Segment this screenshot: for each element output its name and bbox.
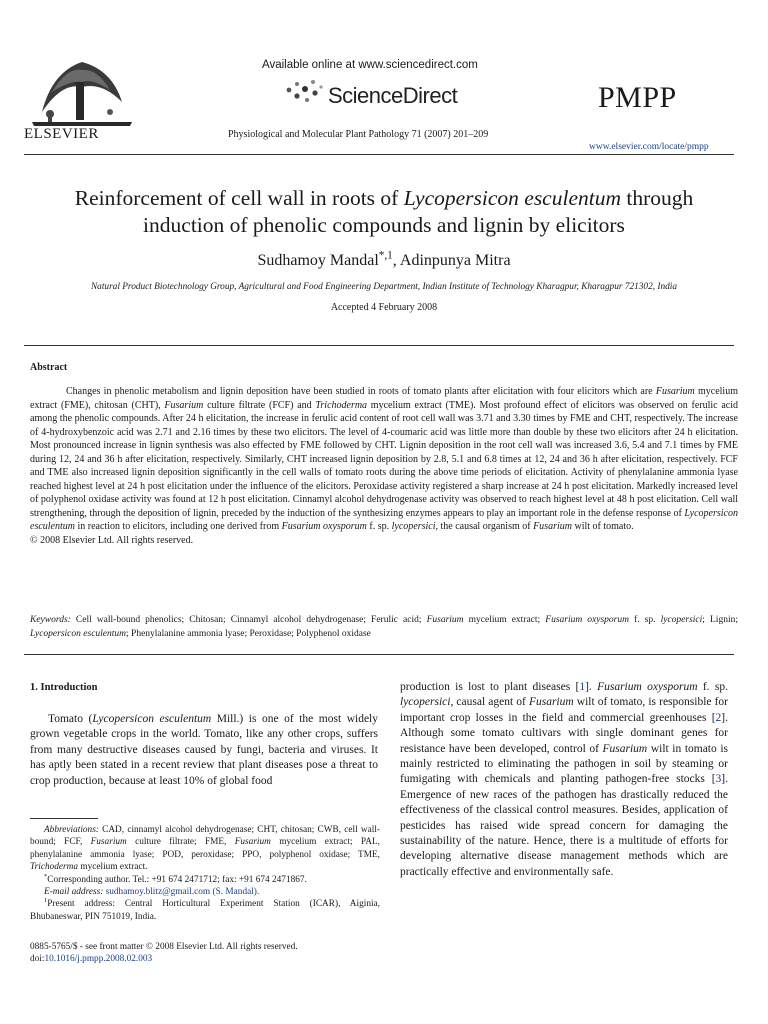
author-email-link[interactable]: sudhamoy.blitz@gmail.com (S. Mandal).	[103, 887, 260, 898]
abstract-copyright: © 2008 Elsevier Ltd. All rights reserved.	[30, 534, 194, 546]
intro-paragraph-left: Tomato (Lycopersicon esculentum Mill.) is one of the most widely grown vegetable crops in the world. Tomato, like any other crops, suffers from many destructive diseases caused by fungi, bacteria and viruses. It has aptly been stated in a recent review that plant diseases pose a threat to crop production, because at least 10% of global food	[30, 713, 378, 787]
author-list: Sudhamoy Mandal$^{*,1}$, Adinpunya Mitra	[257, 249, 511, 269]
author-footnote-marks[interactable]: *,1	[378, 249, 393, 262]
accepted-date: Accepted 4 February 2008	[330, 302, 438, 313]
doi-link[interactable]: 10.1016/j.pmpp.2008.02.003	[44, 954, 153, 965]
article-title: Reinforcement of cell wall in roots of Lycopersicon esculentum through induction of phenolic compounds and lignin by elicitors	[74, 186, 694, 237]
footnote-rule	[30, 818, 98, 819]
sciencedirect-wordmark: ScienceDirect	[328, 83, 458, 108]
abstract-top-rule	[24, 345, 734, 346]
author-name: Sudhamoy Mandal	[257, 252, 379, 269]
footnotes: Abbreviations: CAD, cinnamyl alcohol dehydrogenase; CHT, chitosan; CWB, cell wall-bound; FCF, Fusarium culture filtrate; FME, Fusarium mycelium extract; PAL, phenylalanine ammonia lyase; POD, peroxidase; PPO, polyphenol oxidase; TME, Trichoderma mycelium extract. *Corresponding author. Tel.: +91 674 2471712; fax: +91 674 2471867. E-mail address: sudhamoy.blitz@gmail.com (S. Mandal). $^1$Present address: Central Horticultural Experiment Station (ICAR), Aiginia, Bhubaneswar, PIN 751019, India.	[30, 825, 380, 922]
copyright-block: 0885-5765/$ - see front matter © 2008 Elsevier Ltd. All rights reserved. doi:10.1016/j.pmpp.2008.02.003	[30, 942, 298, 965]
section-heading-introduction: 1. Introduction	[30, 682, 98, 693]
author-name: Adinpunya Mitra	[399, 252, 511, 269]
affiliation: Natural Product Biotechnology Group, Agricultural and Food Engineering Department, Indian Institute of Technology Kharagpur, Kharagpur 721302, India	[90, 282, 678, 292]
sciencedirect-dots-icon	[283, 78, 325, 104]
publisher-name: ELSEVIER	[24, 126, 99, 142]
reference-link[interactable]: 3	[715, 773, 722, 786]
abstract-heading: Abstract	[30, 362, 68, 373]
keywords-bottom-rule	[24, 654, 734, 655]
intro-paragraph-right: production is lost to plant diseases [1]. Fusarium oxysporum f. sp. lycopersici, causal agent of Fusarium wilt of tomato, is responsible for important crop losses in the field and commercial greenhouses [2]. Although some tomato cultivars with single dominant genes for resistance have been developed, control of Fusarium wilt in tomato is mainly restricted to eliminating the pathogen in soil by steaming or fumigating with chemicals and planting pathogen-free stocks [3]. Emergence of new races of the pathogen has drastically reduced the effectiveness of the classical control measures. Besides, application of pesticides has raised wide spread concern for damaging the sustainability of the nature. Hence, there is a multitude of efforts for developing alternative disease management methods which are practically effective and environmentally safe.	[400, 681, 729, 878]
abstract-body: Changes in phenolic metabolism and lignin deposition have been studied in roots of tomato plants after elicitation with four elicitors which are Fusarium mycelium extract (FME), chitosan (CHT), Fusarium culture filtrate (FCF) and Trichoderma mycelium extract (TME). Most profound effect of elicitors was observed on ferulic acid among the phenolic compounds. After 24 h elicitation, the increase in ferulic acid content of root cell wall was 3.71 and 3.30 times by FME and CHT, respectively. The increase of 4-hydroxybenzoic acid was 2.71 and 2.16 times by these two elicitors. The level of 4-coumaric acid was little more than double by these two elicitors after 24 h elicitation. Most pronounced increase in lignin synthesis was also effected by FME followed by CHT. Lignin deposition in the root cell wall was increased 3.6, 5.4 and 7.1 times by FME during 12, 24 and 36 h after elicitation, respectively. Similarly, CHT increased lignin deposition by 2.8, 5.1 and 6.8 times at 12, 24 and 36 h after elicitation, respectively. FCF and TME also increased lignin deposition significantly in the cell walls of tomato roots during the above time periods of elicitation. Activity of phenylalanine ammonia lyase reached highest level at 24 h post elicitation under the influence of the elicitors. Peroxidase activity registered a sharp increase at 24 h post elicitation. Markedly increased level of polyphenol oxidase activity was found at 12 h post elicitation. Cinnamyl alcohol dehydrogenase activity was observed to reach highest level at 48 h post elicitation. Cell wall strengthening, through the deposition of lignin, preceded by the induction of the synthesizing enzymes appears to play an important role in the defense response of Lycopersicon esculentum in reaction to elicitors, including one derived from Fusarium oxysporum f. sp. lycopersici, the causal organism of Fusarium wilt of tomato. © 2008 Elsevier Ltd. All rights reserved.	[30, 386, 739, 546]
reference-link[interactable]: 2	[715, 711, 722, 724]
available-online-text: Available online at www.sciencedirect.com	[262, 59, 478, 71]
journal-citation: Physiological and Molecular Plant Pathology 71 (2007) 201–209	[228, 129, 489, 140]
reference-link[interactable]: 1	[579, 681, 586, 693]
header-rule	[24, 154, 734, 155]
journal-abbreviation: PMPP	[598, 81, 677, 114]
keywords: Keywords: Cell wall-bound phenolics; Chitosan; Cinnamyl alcohol dehydrogenase; Ferulic acid; Fusarium mycelium extract; Fusarium oxysporum f. sp. lycopersici; Lignin; Lycopersicon esculentum; Phenylalanine ammonia lyase; Peroxidase; Polyphenol oxidase	[30, 615, 738, 639]
journal-url-link[interactable]: www.elsevier.com/locate/pmpp	[589, 142, 709, 152]
